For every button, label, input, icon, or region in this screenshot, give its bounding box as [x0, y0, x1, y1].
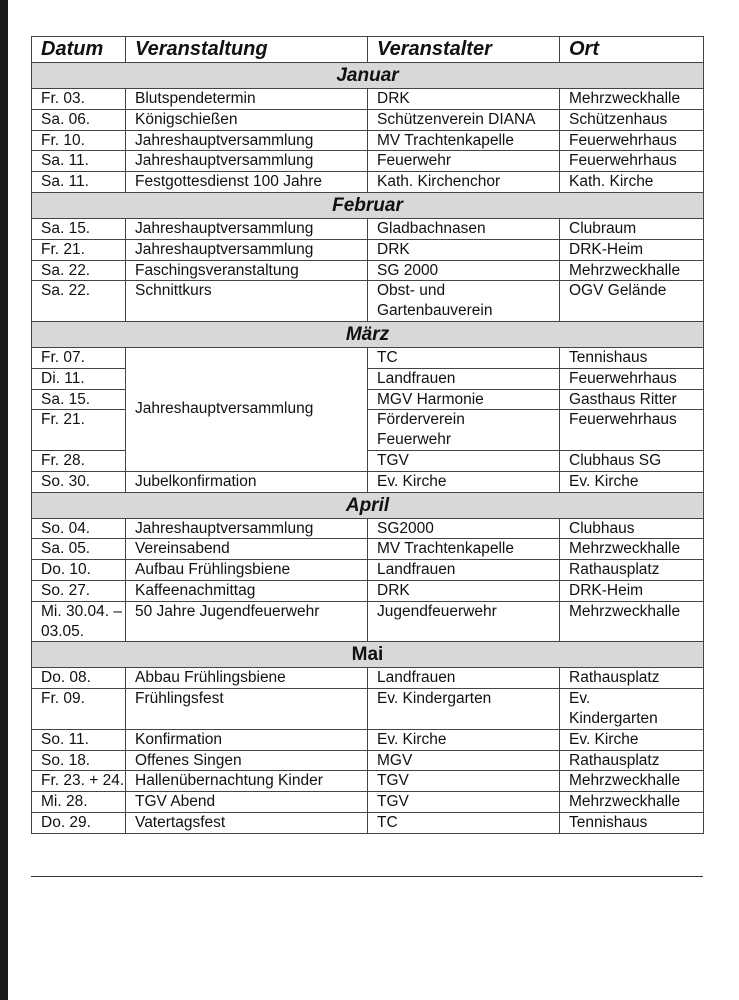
cell-datum: Sa. 11. [32, 172, 126, 193]
month-row-mai [32, 642, 704, 668]
cell-datum: Sa. 22. [32, 260, 126, 281]
cell-datum: Sa. 15. [32, 218, 126, 239]
cell-datum: Mi. 28. [32, 792, 126, 813]
cell-veranstalter: Landfrauen [368, 560, 560, 581]
cell-ort: Ev. Kirche [560, 729, 704, 750]
cell-ort: Ev. Kirche [560, 471, 704, 492]
cell-datum: Do. 10. [32, 560, 126, 581]
cell-veranstalter: Landfrauen [368, 668, 560, 689]
table-row [32, 812, 704, 833]
cell-datum: Sa. 15. [32, 389, 126, 410]
cell-veranstalter: TGV [368, 450, 560, 471]
cell-veranstalter: TC [368, 812, 560, 833]
cell-ort: Mehrzweckhalle [560, 260, 704, 281]
header-veranstaltung: Veranstaltung [126, 37, 368, 63]
event-schedule-table [31, 36, 704, 834]
table-row [32, 792, 704, 813]
cell-veranstalter: MV Trachtenkapelle [368, 539, 560, 560]
cell-ort: Feuerwehrhaus [560, 410, 704, 451]
cell-veranstaltung: Königschießen [126, 109, 368, 130]
table-row [32, 771, 704, 792]
table-row [32, 89, 704, 110]
table-row [32, 668, 704, 689]
month-row-februar [32, 192, 704, 218]
cell-ort: DRK-Heim [560, 580, 704, 601]
cell-veranstaltung: Jahreshauptversammlung [126, 130, 368, 151]
cell-veranstalter: MGV Harmonie [368, 389, 560, 410]
table-row [32, 601, 704, 642]
cell-ort: Gasthaus Ritter [560, 389, 704, 410]
cell-ort: Tennishaus [560, 812, 704, 833]
cell-veranstaltung: Vereinsabend [126, 539, 368, 560]
cell-veranstalter: Ev. Kindergarten [368, 689, 560, 730]
cell-veranstalter: MGV [368, 750, 560, 771]
month-label: März [32, 321, 704, 347]
month-label: Februar [32, 192, 704, 218]
cell-datum: Fr. 10. [32, 130, 126, 151]
cell-ort: Mehrzweckhalle [560, 792, 704, 813]
cell-veranstaltung: Jubelkonfirmation [126, 471, 368, 492]
cell-datum: So. 30. [32, 471, 126, 492]
cell-veranstaltung: Festgottesdienst 100 Jahre [126, 172, 368, 193]
table-row [32, 347, 704, 368]
table-row [32, 580, 704, 601]
header-row [32, 37, 704, 63]
cell-datum: Sa. 11. [32, 151, 126, 172]
document-page [8, 0, 739, 1000]
cell-veranstalter: SG 2000 [368, 260, 560, 281]
cell-datum: Sa. 06. [32, 109, 126, 130]
cell-veranstalter: DRK [368, 239, 560, 260]
cell-ort: Feuerwehrhaus [560, 130, 704, 151]
cell-ort: Mehrzweckhalle [560, 89, 704, 110]
cell-veranstaltung: Schnittkurs [126, 281, 368, 322]
cell-ort: Clubhaus [560, 518, 704, 539]
cell-veranstaltung: Abbau Frühlingsbiene [126, 668, 368, 689]
cell-datum: Fr. 07. [32, 347, 126, 368]
cell-veranstalter: TGV [368, 771, 560, 792]
cell-datum: So. 18. [32, 750, 126, 771]
cell-ort: DRK-Heim [560, 239, 704, 260]
cell-datum: Fr. 28. [32, 450, 126, 471]
cell-veranstalter: TC [368, 347, 560, 368]
cell-veranstalter: MV Trachtenkapelle [368, 130, 560, 151]
cell-datum: Sa. 05. [32, 539, 126, 560]
cell-ort: Mehrzweckhalle [560, 601, 704, 642]
cell-datum: Mi. 30.04. – 03.05. [32, 601, 126, 642]
cell-veranstaltung: Offenes Singen [126, 750, 368, 771]
cell-veranstalter: Ev. Kirche [368, 471, 560, 492]
cell-veranstaltung: TGV Abend [126, 792, 368, 813]
cell-veranstaltung: Faschingsveranstaltung [126, 260, 368, 281]
cell-ort: Schützenhaus [560, 109, 704, 130]
cell-datum: Di. 11. [32, 368, 126, 389]
table-row [32, 281, 704, 322]
table-row [32, 518, 704, 539]
cell-datum: Fr. 21. [32, 410, 126, 451]
cell-veranstaltung: Aufbau Frühlingsbiene [126, 560, 368, 581]
header-veranstalter: Veranstalter [368, 37, 560, 63]
cell-veranstalter: Landfrauen [368, 368, 560, 389]
cell-datum: Fr. 23. + 24. [32, 771, 126, 792]
cell-veranstalter: Feuerwehr [368, 151, 560, 172]
cell-veranstaltung: Jahreshauptversammlung [126, 151, 368, 172]
cell-veranstaltung: Jahreshauptversammlung [126, 239, 368, 260]
cell-datum: Fr. 09. [32, 689, 126, 730]
cell-datum: So. 27. [32, 580, 126, 601]
cell-veranstaltung: 50 Jahre Jugendfeuerwehr [126, 601, 368, 642]
table-row [32, 750, 704, 771]
table-row [32, 539, 704, 560]
month-label: Mai [32, 642, 704, 668]
cell-ort: Mehrzweckhalle [560, 539, 704, 560]
cell-datum: So. 04. [32, 518, 126, 539]
cell-veranstaltung: Hallenübernachtung Kinder [126, 771, 368, 792]
cell-ort: Rathausplatz [560, 560, 704, 581]
table-row [32, 151, 704, 172]
cell-veranstalter: Jugendfeuerwehr [368, 601, 560, 642]
cell-datum: Sa. 22. [32, 281, 126, 322]
table-row [32, 130, 704, 151]
cell-veranstaltung: Jahreshauptversammlung [126, 218, 368, 239]
cell-ort: Ev. Kindergarten [560, 689, 704, 730]
cell-veranstaltung-merged: Jahreshauptversammlung [126, 347, 368, 471]
cell-ort: Rathausplatz [560, 668, 704, 689]
month-row-maerz [32, 321, 704, 347]
cell-veranstalter: DRK [368, 89, 560, 110]
cell-ort: Mehrzweckhalle [560, 771, 704, 792]
cell-veranstaltung: Vatertagsfest [126, 812, 368, 833]
table-row [32, 689, 704, 730]
cell-veranstaltung: Frühlingsfest [126, 689, 368, 730]
cell-veranstalter: DRK [368, 580, 560, 601]
cell-veranstalter: Schützenverein DIANA [368, 109, 560, 130]
cell-veranstaltung: Konfirmation [126, 729, 368, 750]
table-row [32, 729, 704, 750]
table-row [32, 560, 704, 581]
cell-ort: OGV Gelände [560, 281, 704, 322]
month-row-april [32, 492, 704, 518]
month-label: April [32, 492, 704, 518]
cell-veranstalter: Förderverein Feuerwehr [368, 410, 560, 451]
cell-veranstalter: TGV [368, 792, 560, 813]
cell-datum: So. 11. [32, 729, 126, 750]
month-row-januar [32, 63, 704, 89]
cell-ort: Kath. Kirche [560, 172, 704, 193]
table-row [32, 172, 704, 193]
footer-divider [31, 876, 703, 877]
cell-datum: Do. 29. [32, 812, 126, 833]
header-ort: Ort [560, 37, 704, 63]
cell-veranstaltung: Jahreshauptversammlung [126, 518, 368, 539]
cell-datum: Do. 08. [32, 668, 126, 689]
cell-veranstalter: Obst- und Gartenbauverein [368, 281, 560, 322]
cell-ort: Rathausplatz [560, 750, 704, 771]
cell-veranstalter: Ev. Kirche [368, 729, 560, 750]
cell-datum: Fr. 03. [32, 89, 126, 110]
cell-veranstaltung: Blutspendetermin [126, 89, 368, 110]
table-row [32, 109, 704, 130]
cell-datum: Fr. 21. [32, 239, 126, 260]
cell-veranstalter: Kath. Kirchenchor [368, 172, 560, 193]
month-label: Januar [32, 63, 704, 89]
cell-ort: Tennishaus [560, 347, 704, 368]
header-datum: Datum [32, 37, 126, 63]
cell-ort: Clubraum [560, 218, 704, 239]
table-row [32, 218, 704, 239]
cell-veranstalter: Gladbachnasen [368, 218, 560, 239]
cell-veranstaltung: Kaffeenachmittag [126, 580, 368, 601]
cell-ort: Feuerwehrhaus [560, 368, 704, 389]
table-row [32, 260, 704, 281]
table-row [32, 239, 704, 260]
cell-ort: Feuerwehrhaus [560, 151, 704, 172]
cell-ort: Clubhaus SG [560, 450, 704, 471]
cell-veranstalter: SG2000 [368, 518, 560, 539]
table-row [32, 471, 704, 492]
